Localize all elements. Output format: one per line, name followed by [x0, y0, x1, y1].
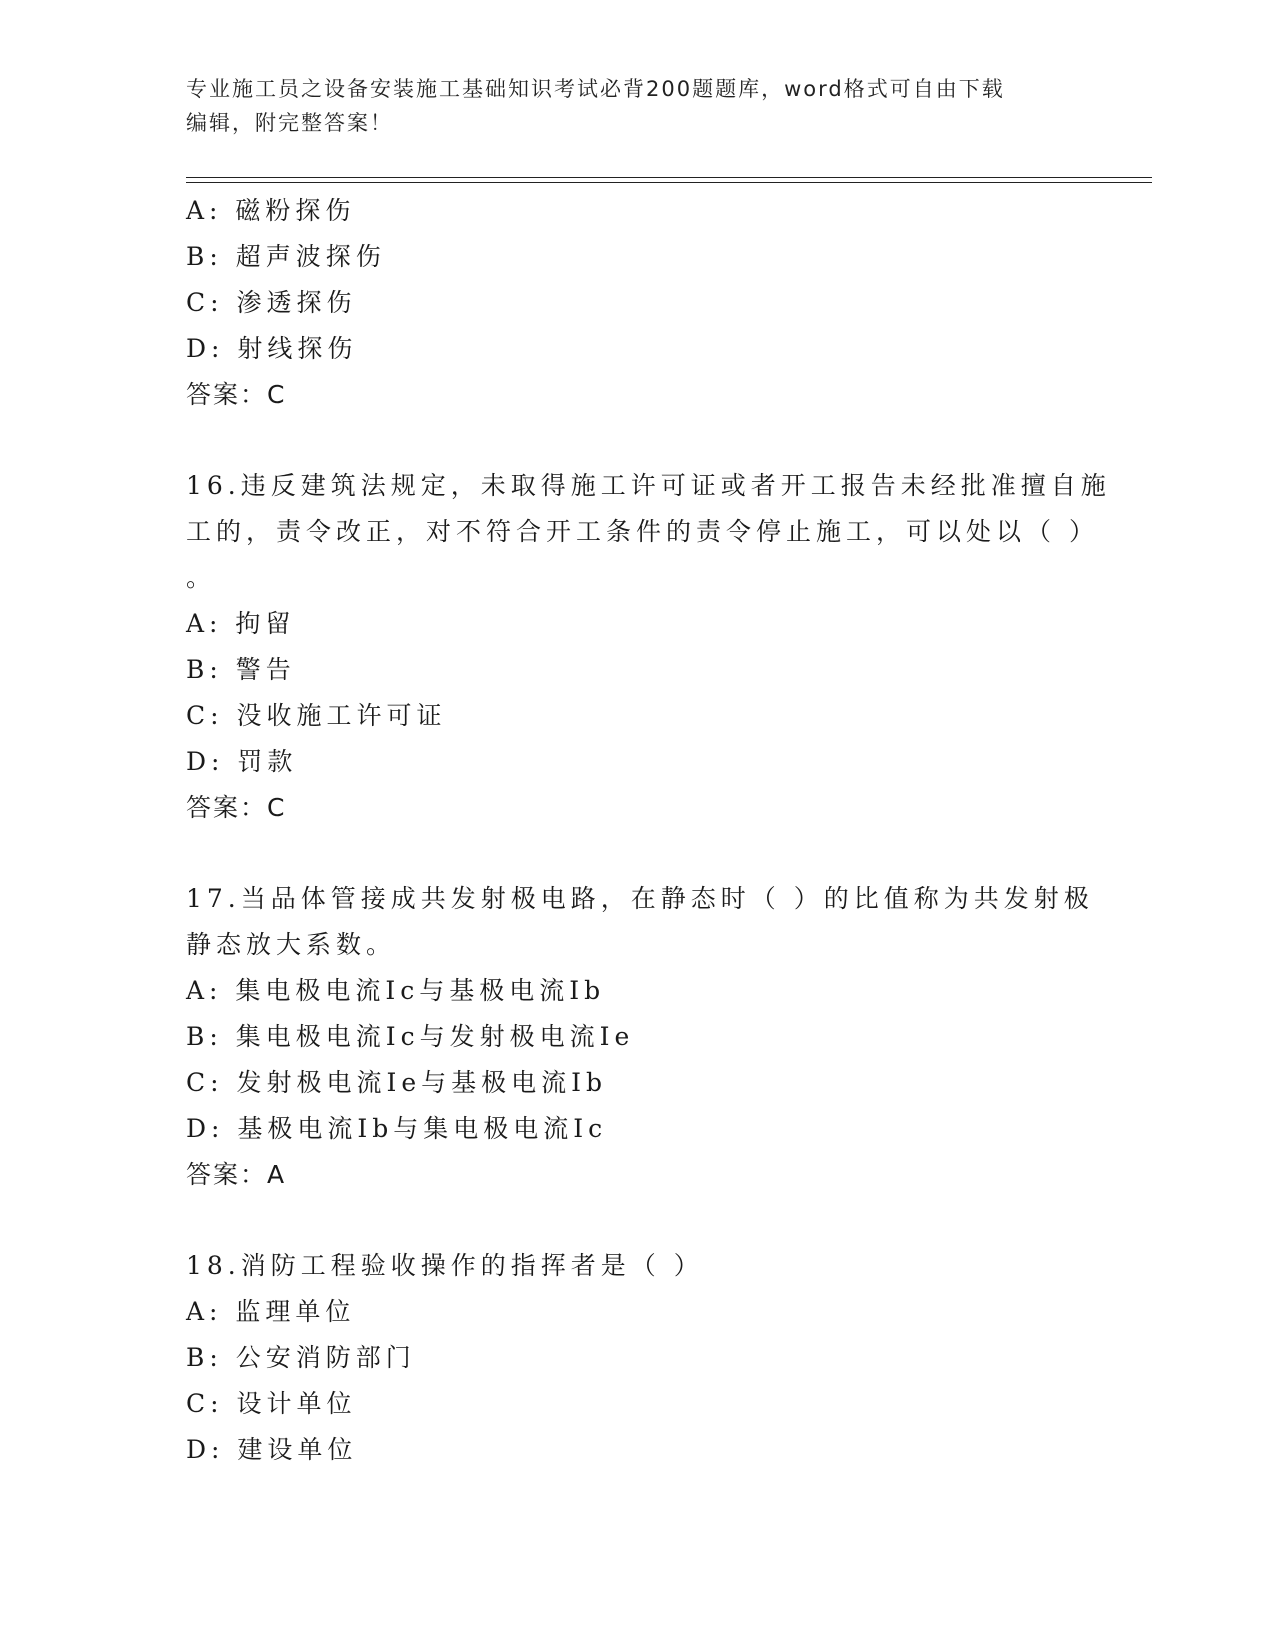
q16-option-b: B: 警告	[186, 655, 296, 684]
document-header	[186, 72, 1066, 140]
header-line-2: 编辑，附完整答案！	[186, 111, 393, 135]
q16-stem-line-1: 16.违反建筑法规定，未取得施工许可证或者开工报告未经批准擅自施	[186, 471, 1111, 500]
header-line-1: 专业施工员之设备安装施工基础知识考试必背200题题库，word格式可自由下载	[186, 77, 1005, 101]
q16-option-c: C: 没收施工许可证	[186, 701, 447, 730]
q18-option-b: B: 公安消防部门	[186, 1343, 416, 1372]
q17-option-a: A: 集电极电流Ic与基极电流Ib	[186, 976, 606, 1005]
q16-option-a: A: 拘留	[186, 609, 296, 638]
question-15	[186, 188, 1076, 418]
q17-stem-line-2: 静态放大系数。	[186, 930, 397, 959]
header-divider-top	[186, 177, 1152, 178]
q15-option-b: B: 超声波探伤	[186, 242, 386, 271]
q17-answer: 答案：A	[186, 1160, 287, 1189]
spacer	[186, 1198, 1076, 1243]
q16-option-d: D: 罚款	[186, 747, 298, 776]
q17-option-b: B: 集电极电流Ic与发射极电流Ie	[186, 1022, 635, 1051]
q16-stem	[186, 463, 1111, 601]
question-16	[186, 463, 1111, 831]
spacer	[186, 418, 1076, 463]
q16-stem-line-2: 工的，责令改正，对不符合开工条件的责令停止施工，可以处以（ ）	[186, 517, 1099, 546]
question-18	[186, 1243, 1076, 1473]
q18-option-d: D: 建设单位	[186, 1435, 358, 1464]
header-divider-bottom	[186, 182, 1152, 183]
q15-option-a: A: 磁粉探伤	[186, 196, 356, 225]
q18-option-a: A: 监理单位	[186, 1297, 356, 1326]
spacer	[186, 831, 1076, 876]
q15-option-d: D: 射线探伤	[186, 334, 358, 363]
q18-option-c: C: 设计单位	[186, 1389, 357, 1418]
q15-option-c: C: 渗透探伤	[186, 288, 357, 317]
question-content	[186, 188, 1111, 1473]
q18-stem-line-1: 18.消防工程验收操作的指挥者是（ ）	[186, 1251, 704, 1280]
q17-option-c: C: 发射极电流Ie与基极电流Ib	[186, 1068, 608, 1097]
q17-stem	[186, 876, 1094, 968]
q15-answer: 答案：C	[186, 380, 287, 409]
question-17	[186, 876, 1094, 1198]
q17-option-d: D: 基极电流Ib与集电极电流Ic	[186, 1114, 608, 1143]
q17-stem-line-1: 17.当品体管接成共发射极电路，在静态时（ ）的比值称为共发射极	[186, 884, 1094, 913]
q18-stem	[186, 1243, 1076, 1289]
q16-stem-line-3: 。	[186, 563, 217, 592]
q16-answer: 答案：C	[186, 793, 287, 822]
